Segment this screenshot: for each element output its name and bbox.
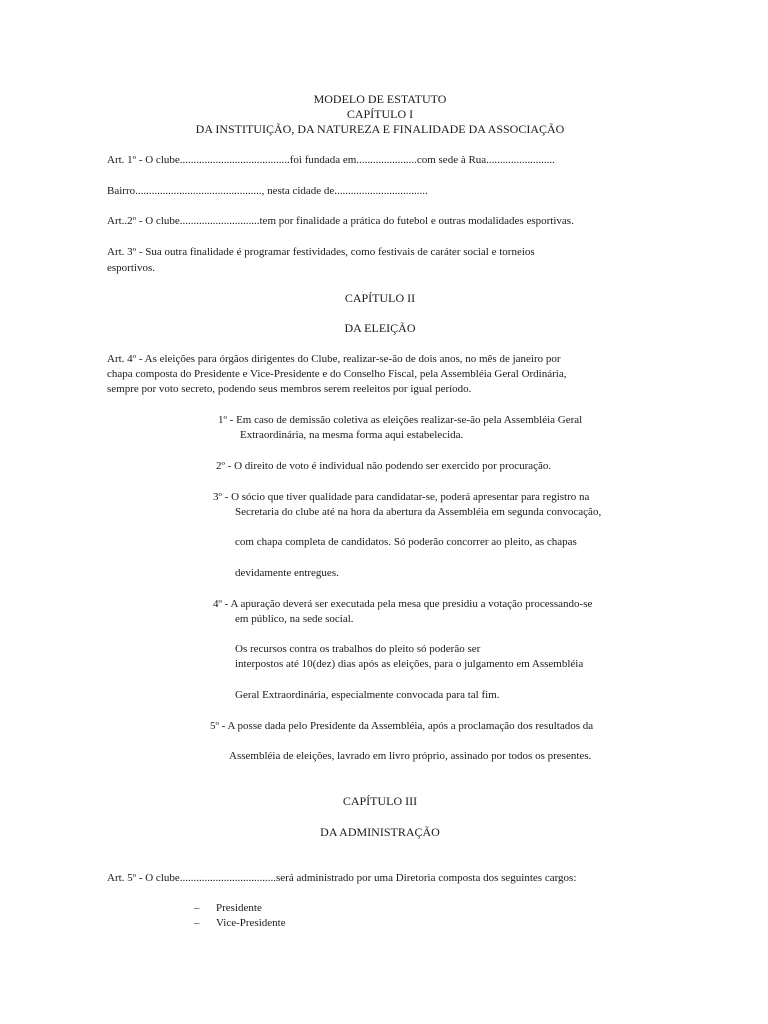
- chapter-heading: CAPÍTULO III: [342, 794, 418, 808]
- paragraph-4-line: Geral Extraordinária, especialmente convocada para tal fim.: [235, 689, 500, 701]
- paragraph-5-line: Assembléia de eleições, lavrado em livro próprio, assinado por todos os presentes.: [229, 750, 592, 762]
- paragraph-3-line: Secretaria do clube até na hora da abertura da Assembléia em segunda convocação,: [235, 506, 602, 518]
- chapter-title: DA ADMINISTRAÇÃO: [320, 825, 440, 839]
- chapter-heading: CAPÍTULO II: [344, 291, 416, 305]
- article-3-line: esportivos.: [107, 262, 155, 274]
- position-label: Presidente: [216, 902, 262, 914]
- list-item: [194, 916, 286, 931]
- article-3-line: Art. 3º - Sua outra finalidade é programar festividades, como festivais de caráter social e torneios: [107, 246, 535, 258]
- chapter-subtitle: DA INSTITUIÇÃO, DA NATUREZA E FINALIDADE DA ASSOCIAÇÃO: [195, 122, 565, 136]
- dash-bullet: –: [194, 917, 200, 929]
- paragraph-5-line: 5º - A posse dada pelo Presidente da Assembléia, após a proclamação dos resultados da: [210, 720, 594, 732]
- paragraph-4-line: Os recursos contra os trabalhos do pleito só poderão ser: [235, 643, 481, 655]
- paragraph-2-text: 2º - O direito de voto é individual não podendo ser exercido por procuração.: [216, 460, 552, 472]
- article-5-text: Art. 5º - O clube...................................será administrado por uma Diretoria composta dos seguintes cargos:: [107, 872, 577, 884]
- article-4-line: sempre por voto secreto, podendo seus membros serem reeleitos por igual período.: [107, 383, 472, 395]
- paragraph-4-line: em público, na sede social.: [235, 613, 354, 625]
- paragraph-1-line: Extraordinária, na mesma forma aqui estabelecida.: [240, 429, 464, 441]
- document-title: MODELO DE ESTATUTO: [313, 92, 447, 106]
- article-4-line: chapa composta do Presidente e Vice-Presidente e do Conselho Fiscal, pela Assembléia Geral Ordinária,: [107, 368, 567, 380]
- paragraph-3-line: 3º - O sócio que tiver qualidade para candidatar-se, poderá apresentar para registro na: [213, 491, 590, 503]
- paragraph-4-line: interpostos até 10(dez) dias após as eleições, para o julgamento em Assembléia: [235, 658, 584, 670]
- article-4-line: Art. 4º - As eleições para órgãos dirigentes do Clube, realizar-se-ão de dois anos, no mês de janeiro por: [107, 353, 561, 365]
- paragraph-3-line: com chapa completa de candidatos. Só poderão concorrer ao pleito, as chapas: [235, 536, 577, 548]
- article-2-text: Art..2º - O clube.............................tem por finalidade a prática do futebol e outras modalidades esportivas.: [107, 215, 574, 227]
- paragraph-3-line: devidamente entregues.: [235, 567, 339, 579]
- paragraph-1-line: 1º - Em caso de demissão coletiva as eleições realizar-se-ão pela Assembléia Geral: [218, 414, 583, 426]
- chapter-title: DA ELEIÇÃO: [344, 321, 416, 335]
- position-label: Vice-Presidente: [216, 917, 286, 929]
- dash-bullet: –: [194, 902, 200, 914]
- paragraph-4-line: 4º - A apuração deverá ser executada pela mesa que presidiu a votação processando-se: [213, 598, 593, 610]
- list-item: [194, 901, 262, 916]
- article-1-line: Bairro.............................................., nesta cidade de..................................: [107, 185, 428, 197]
- article-1-line: Art. 1º - O clube........................................foi fundada em......................com sede à Rua.........................: [107, 154, 555, 166]
- chapter-heading: CAPÍTULO I: [346, 107, 414, 121]
